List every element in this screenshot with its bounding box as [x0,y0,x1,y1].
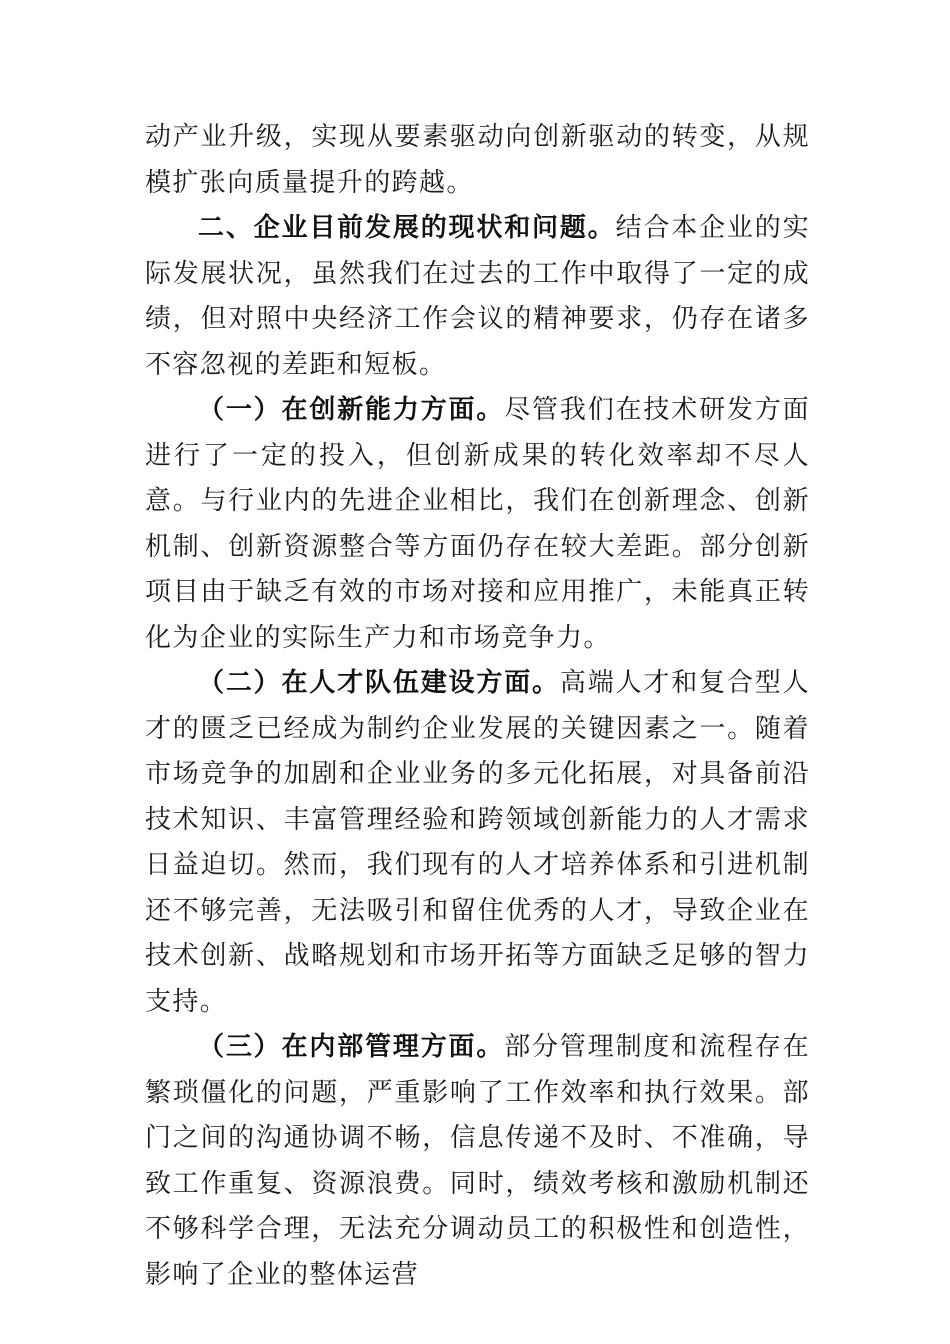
innovation-paragraph [145,388,810,661]
section-two-paragraph [145,206,810,388]
section-heading: 二、企业目前发展的现状和问题。 [198,213,616,243]
paragraph-text: 尽管我们在技术研发方面进行了一定的投入，但创新成果的转化效率却不尽人意。与行业内的先进企业相比，我们在创新理念、创新机制、创新资源整合等方面仍存在较大差距。部分创新项目由于缺乏有效的市场对接和应用推广，未能真正转化为企业的实际生产力和市场竞争力。 [145,395,810,653]
paragraph-text: 结合本企业的实际发展状况，虽然我们在过去的工作中取得了一定的成绩，但对照中央经济工作会议的精神要求，仍存在诸多不容忽视的差距和短板。 [145,213,810,380]
paragraph-text: 部分管理制度和流程存在繁琐僵化的问题，严重影响了工作效率和执行效果。部门之间的沟通协调不畅，信息传递不及时、不准确，导致工作重复、资源浪费。同时，绩效考核和激励机制还不够科学合理，无法充分调动员工的积极性和创造性，影响了企业的整体运营 [145,1032,810,1290]
subsection-heading: （二）在人才队伍建设方面。 [198,668,560,698]
document-body [145,115,810,1298]
management-paragraph [145,1025,810,1298]
paragraph-text: 动产业升级，实现从要素驱动向创新驱动的转变，从规模扩张向质量提升的跨越。 [145,122,810,198]
talent-paragraph [145,661,810,1025]
paragraph-continuation [145,115,810,206]
paragraph-text: 高端人才和复合型人才的匮乏已经成为制约企业发展的关键因素之一。随着市场竞争的加剧和企业业务的多元化拓展，对具备前沿技术知识、丰富管理经验和跨领域创新能力的人才需求日益迫切。然而，我们现有的人才培养体系和引进机制还不够完善，无法吸引和留住优秀的人才，导致企业在技术创新、战略规划和市场开拓等方面缺乏足够的智力支持。 [145,668,810,1017]
subsection-heading: （三）在内部管理方面。 [198,1032,505,1062]
subsection-heading: （一）在创新能力方面。 [198,395,505,425]
